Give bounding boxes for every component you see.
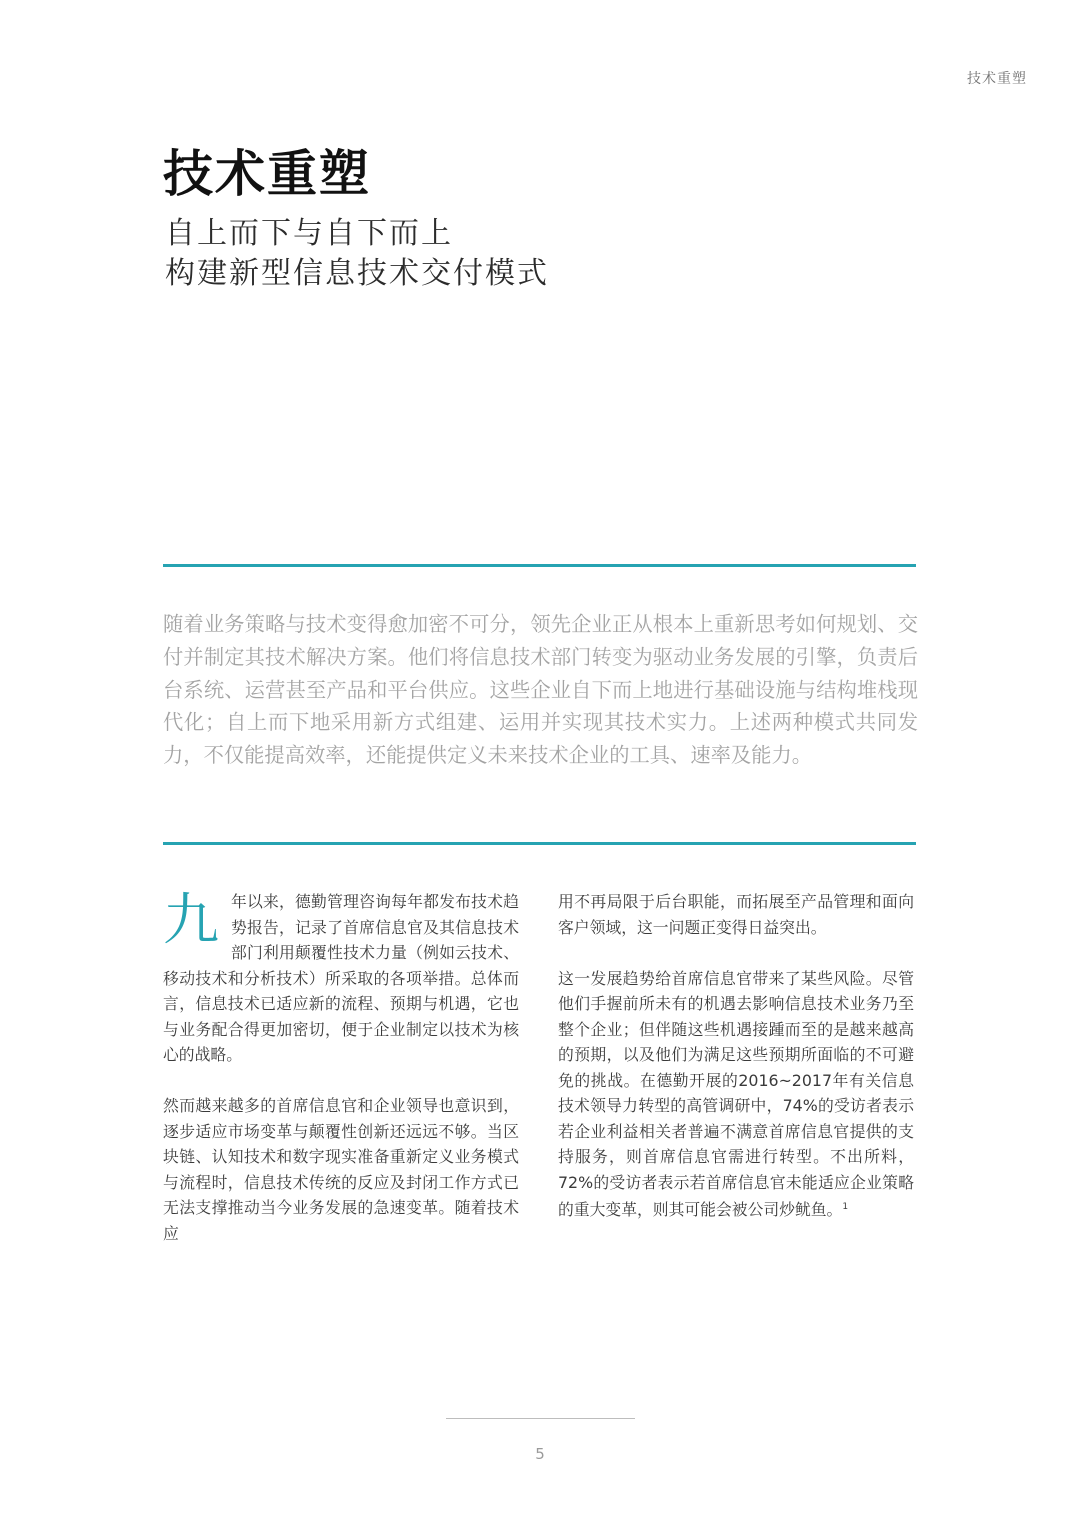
subtitle-line-1: 自上而下与自下而上 (165, 216, 453, 251)
body-paragraph-4 (558, 966, 914, 1223)
page-number: 5 (535, 1445, 545, 1463)
page-title: 技术重塑 (163, 145, 371, 203)
footer-divider (446, 1418, 635, 1419)
footnote-marker: 1 (842, 1202, 849, 1212)
body-column-right (558, 889, 914, 1248)
bottom-divider (163, 842, 916, 845)
body-paragraph-3: 用不再局限于后台职能，而拓展至产品管理和面向客户领域，这一问题正变得日益突出。 (558, 892, 914, 937)
body-paragraph-4-text: 这一发展趋势给首席信息官带来了某些风险。尽管他们手握前所未有的机遇去影响信息技术业务乃至整个企业；但伴随这些机遇接踵而至的是越来越高的预期，以及他们为满足这些预期所面临的不可避免的挑战。在德勤开展的2016~2017年有关信息技术领导力转型的高管调研中，74%的受访者表示若企业利益相关者普遍不满意首席信息官提供的支持服务，则首席信息官需进行转型。不出所料，72%的受访者表示若首席信息官未能适应企业策略的重大变革，则其可能会被公司炒鱿鱼。 (558, 968, 914, 1219)
body-paragraph-1-text: 年以来，德勤管理咨询每年都发布技术趋势报告，记录了首席信息官及其信息技术部门利用颠覆性技术力量（例如云技术、移动技术和分析技术）所采取的各项举措。总体而言，信息技术已适应新的流程、预期与机遇，它也与业务配合得更加密切，便于企业制定以技术为核心的战略。 (163, 892, 519, 1064)
top-divider (163, 564, 916, 567)
body-paragraph-2: 然而越来越多的首席信息官和企业领导也意识到，逐步适应市场变革与颠覆性创新还远远不够。当区块链、认知技术和数字现实准备重新定义业务模式与流程时，信息技术传统的反应及封闭工作方式已无法支撑推动当今业务发展的急速变革。随着技术应 (163, 1096, 519, 1243)
body-column-left (163, 889, 519, 1272)
body-paragraph-1 (163, 889, 519, 1068)
running-header: 技术重塑 (967, 71, 1027, 87)
drop-cap: 九 (163, 888, 219, 953)
intro-paragraph: 随着业务策略与技术变得愈加密不可分，领先企业正从根本上重新思考如何规划、交付并制定其技术解决方案。他们将信息技术部门转变为驱动业务发展的引擎，负责后台系统、运营甚至产品和平台供应。这些企业自下而上地进行基础设施与结构堆栈现代化；自上而下地采用新方式组建、运用并实现其技术实力。上述两种模式共同发力，不仅能提高效率，还能提供定义未来技术企业的工具、速率及能力。 (163, 612, 918, 768)
page-subtitle (165, 214, 549, 294)
subtitle-line-2: 构建新型信息技术交付模式 (165, 256, 549, 291)
